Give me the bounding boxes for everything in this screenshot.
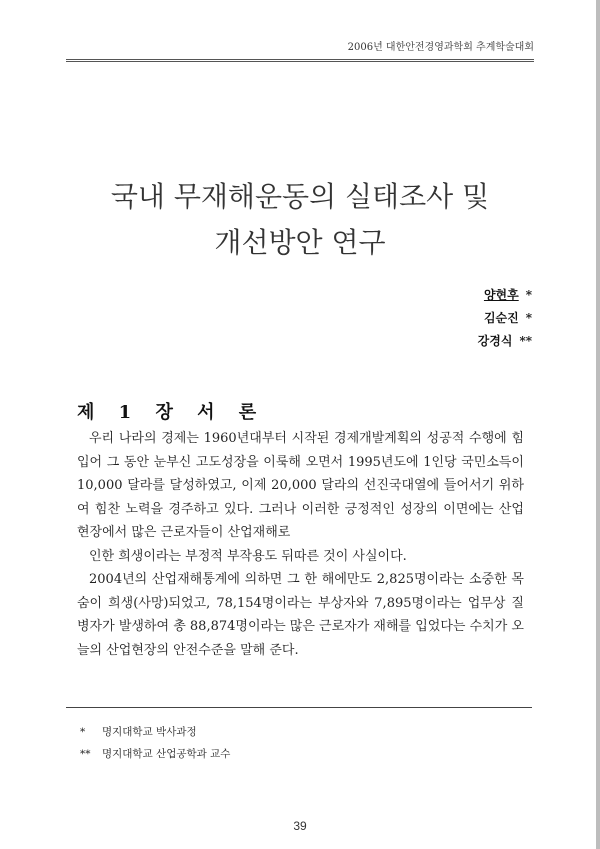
paper-title — [40, 174, 560, 266]
body-text — [77, 427, 524, 662]
title-line-1: 국내 무재해운동의 실태조사 및 — [110, 179, 490, 213]
author-3 — [478, 330, 532, 353]
title-line-2: 개선방안 연구 — [214, 225, 386, 259]
footnotes — [80, 721, 230, 765]
author-affiliation-mark: * — [525, 311, 532, 325]
body-paragraph: 우리 나라의 경제는 1960년대부터 시작된 경제개발계획의 성공적 수행에 힘입어 그 동안 눈부신 고도성장을 이룩해 오면서 1995년도에 1인당 국민소득이 10,000 달라를 달성하였고, 이제 20,000 달라의 선진국대열에 들어서기 위하여 힘찬 노력을 경주하고 있다. 그러나 이러한 긍정적인 성장의 이면에는 산업현장에서 많은 근로자들이 산업재해로 — [77, 431, 524, 540]
page-number: 39 — [293, 819, 307, 833]
footnote-mark: ** — [80, 748, 91, 760]
author-list — [478, 284, 532, 353]
author-name: 강경식 — [477, 334, 513, 348]
footnote-1 — [80, 721, 230, 743]
footnote-divider — [66, 707, 532, 708]
author-1 — [478, 284, 532, 307]
body-paragraph: 인한 희생이라는 부정적 부작용도 뒤따른 것이 사실이다. — [89, 548, 407, 564]
author-affiliation-mark: * — [525, 288, 532, 302]
footnote-text: 명지대학교 박사과정 — [102, 726, 197, 738]
running-header: 2006년 대한안전경영과학회 추계학술대회 — [66, 38, 534, 62]
author-name: 김순진 — [483, 311, 519, 325]
author-affiliation-mark: ** — [519, 334, 532, 348]
section-heading: 제 1 장 서 론 — [77, 401, 266, 423]
footnote-mark: * — [80, 726, 86, 738]
footnote-2 — [80, 743, 230, 765]
author-2 — [478, 307, 532, 330]
footnote-text: 명지대학교 산업공학과 교수 — [102, 748, 231, 760]
body-paragraph: 2004년의 산업재해통계에 의하면 그 한 해에만도 2,825명이라는 소중한 목숨이 희생(사망)되었고, 78,154명이라는 부상자와 7,895명이라는 업무상 질병자가 발생하여 총 88,874명이라는 많은 근로자가 재해를 입었다는 수치가 오늘의 산업현장의 안전수준을 말해 준다. — [77, 572, 524, 658]
author-name: 양현후 — [483, 288, 519, 302]
page-edge — [596, 0, 600, 849]
